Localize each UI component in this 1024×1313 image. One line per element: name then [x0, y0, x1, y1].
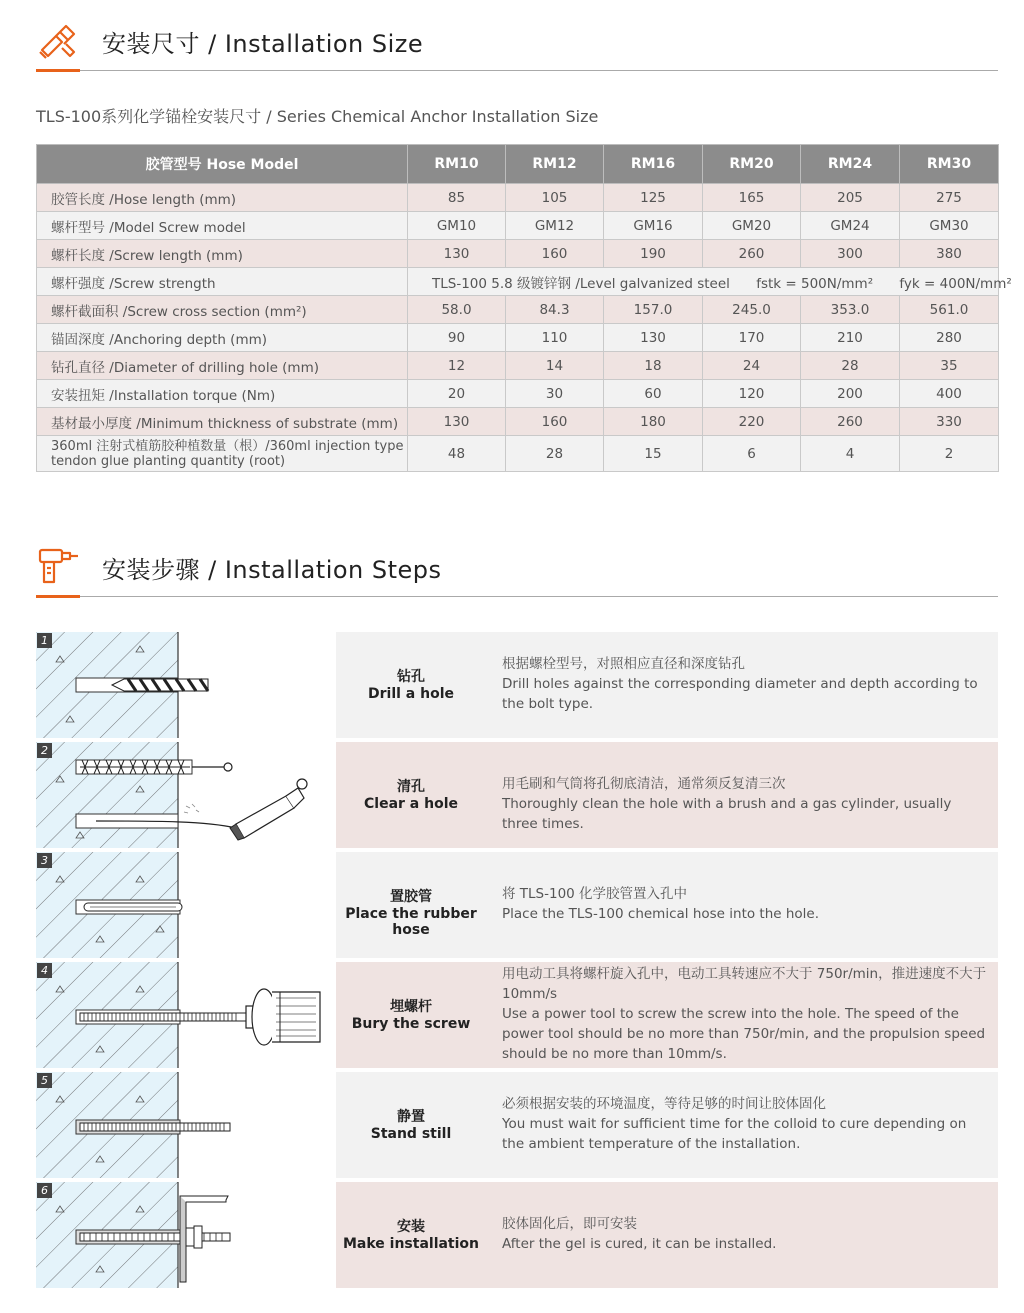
- step-desc-cn: 胶体固化后，即可安装: [502, 1216, 637, 1232]
- table-cell: 275: [900, 184, 999, 212]
- installation-illustration: [36, 1182, 336, 1288]
- step-illustration: [36, 1072, 336, 1178]
- step-title-cn: 置胶管: [390, 889, 432, 905]
- table-cell: 190: [604, 240, 703, 268]
- section-divider-accent: [36, 595, 80, 598]
- step-desc-en: Drill holes against the corresponding diameter and depth according to the bolt type.: [502, 676, 978, 712]
- row-label: 螺杆强度 /Screw strength: [37, 268, 408, 296]
- table-cell: 15: [604, 436, 703, 472]
- step-description: [502, 654, 988, 714]
- table-cell: 200: [801, 380, 900, 408]
- installation-size-header: [36, 20, 998, 60]
- step-bury-screw: [36, 962, 998, 1068]
- step-description: [502, 1214, 988, 1254]
- table-cell: 160: [506, 240, 604, 268]
- drill-icon: [36, 546, 80, 586]
- table-cell: GM20: [703, 212, 801, 240]
- step-desc-cn: 用毛刷和气筒将孔彻底清洁，通常须反复清三次: [502, 776, 786, 792]
- table-cell: 105: [506, 184, 604, 212]
- step-make-installation: [36, 1182, 998, 1288]
- step-title-en: Bury the screw: [351, 1016, 471, 1032]
- step-desc-en: Thoroughly clean the hole with a brush and a gas cylinder, usually three times.: [502, 796, 952, 832]
- table-row: [37, 380, 999, 408]
- spec-table: [36, 144, 1012, 472]
- step-panel: [336, 742, 998, 848]
- table-row: [37, 268, 999, 296]
- row-label: 胶管长度 /Hose length (mm): [37, 184, 408, 212]
- step-panel: [336, 632, 998, 738]
- step-panel: [336, 1182, 998, 1288]
- table-subtitle: TLS-100系列化学锚栓安装尺寸 / Series Chemical Anchor Installation Size: [36, 107, 599, 126]
- step-illustration: [36, 742, 336, 848]
- step-description: [502, 884, 988, 924]
- step-title-en: Stand still: [370, 1126, 452, 1142]
- drill-illustration: [36, 632, 336, 738]
- strength-cell: [408, 268, 1012, 296]
- table-cell: 220: [703, 408, 801, 436]
- step-desc-cn: 将 TLS-100 化学胶管置入孔中: [502, 886, 688, 902]
- table-cell: 2: [900, 436, 999, 472]
- step-number-badge: 4: [37, 963, 52, 978]
- section-divider-accent: [36, 69, 80, 72]
- section-divider: [36, 596, 998, 597]
- table-cell: 85: [408, 184, 506, 212]
- step-desc-cn: 用电动工具将螺杆旋入孔中，电动工具转速应不大于 750r/min，推进速度不大于 10mm/s: [502, 966, 987, 1002]
- step-desc-en: You must wait for sufficient time for the colloid to cure depending on the ambient temperature of the installation.: [502, 1116, 967, 1152]
- step-drill: [36, 632, 998, 738]
- column-header: RM12: [506, 145, 604, 184]
- table-cell: 330: [900, 408, 999, 436]
- section-title: 安装尺寸 / Installation Size: [102, 30, 424, 58]
- table-cell: 380: [900, 240, 999, 268]
- step-title-en: Clear a hole: [364, 796, 458, 812]
- table-cell: 60: [604, 380, 703, 408]
- table-row: [37, 436, 999, 472]
- strength-fyk: fyk = 400N/mm²: [899, 275, 1012, 292]
- step-illustration: [36, 632, 336, 738]
- table-cell: 28: [801, 352, 900, 380]
- clean-illustration: [36, 742, 336, 848]
- step-description: [502, 964, 988, 1064]
- step-illustration: [36, 962, 336, 1068]
- row-label: 基材最小厚度 /Minimum thickness of substrate (mm): [37, 408, 408, 436]
- row-label: 安装扭矩 /Installation torque (Nm): [37, 380, 408, 408]
- table-cell: 205: [801, 184, 900, 212]
- table-cell: 18: [604, 352, 703, 380]
- table-cell: 28: [506, 436, 604, 472]
- row-label: 螺杆截面积 /Screw cross section (mm²): [37, 296, 408, 324]
- table-cell: 6: [703, 436, 801, 472]
- table-cell: 4: [801, 436, 900, 472]
- table-cell: 125: [604, 184, 703, 212]
- strength-grade: TLS-100 5.8 级镀锌钢 /Level galvanized steel: [432, 275, 730, 292]
- table-cell: 130: [604, 324, 703, 352]
- screw-illustration: [36, 962, 336, 1068]
- table-cell: 245.0: [703, 296, 801, 324]
- table-cell: 20: [408, 380, 506, 408]
- column-header: RM20: [703, 145, 801, 184]
- step-description: [502, 1094, 988, 1154]
- step-number-badge: 5: [37, 1073, 52, 1088]
- table-row: [37, 352, 999, 380]
- step-title-en: Drill a hole: [368, 686, 454, 702]
- row-label: 360ml 注射式植筋胶种植数量（根）/360ml injection type tendon glue planting quantity (root): [37, 436, 408, 472]
- table-cell: 110: [506, 324, 604, 352]
- column-header: RM24: [801, 145, 900, 184]
- hose-illustration: [36, 852, 336, 958]
- table-cell: 35: [900, 352, 999, 380]
- table-row: [37, 240, 999, 268]
- step-panel: [336, 852, 998, 958]
- table-cell: 561.0: [900, 296, 999, 324]
- step-stand-still: [36, 1072, 998, 1178]
- table-cell: 353.0: [801, 296, 900, 324]
- table-cell: 280: [900, 324, 999, 352]
- installation-steps-header: [36, 546, 998, 586]
- table-row: [37, 212, 999, 240]
- table-cell: 24: [703, 352, 801, 380]
- step-desc-en: After the gel is cured, it can be installed.: [502, 1236, 777, 1252]
- step-desc-cn: 必须根据安装的环境温度，等待足够的时间让胶体固化: [502, 1096, 826, 1112]
- row-label: 螺杆型号 /Model Screw model: [37, 212, 408, 240]
- step-number-badge: 1: [37, 633, 52, 648]
- table-cell: 300: [801, 240, 900, 268]
- table-cell: 260: [703, 240, 801, 268]
- table-cell: 90: [408, 324, 506, 352]
- curing-illustration: [36, 1072, 336, 1178]
- row-label: 钻孔直径 /Diameter of drilling hole (mm): [37, 352, 408, 380]
- table-row: [37, 408, 999, 436]
- column-header: RM30: [900, 145, 999, 184]
- step-number-badge: 2: [37, 743, 52, 758]
- table-cell: GM24: [801, 212, 900, 240]
- table-cell: 260: [801, 408, 900, 436]
- step-illustration: [36, 1182, 336, 1288]
- table-cell: 210: [801, 324, 900, 352]
- table-cell: 84.3: [506, 296, 604, 324]
- table-cell: GM16: [604, 212, 703, 240]
- table-cell: 160: [506, 408, 604, 436]
- table-cell: 30: [506, 380, 604, 408]
- step-number-badge: 3: [37, 853, 52, 868]
- row-label: 锚固深度 /Anchoring depth (mm): [37, 324, 408, 352]
- strength-fstk: fstk = 500N/mm²: [756, 275, 874, 292]
- section-title: 安装步骤 / Installation Steps: [102, 556, 442, 584]
- step-title-cn: 安装: [397, 1219, 425, 1235]
- table-cell: 170: [703, 324, 801, 352]
- row-label: 螺杆长度 /Screw length (mm): [37, 240, 408, 268]
- step-title-cn: 静置: [397, 1109, 425, 1125]
- column-header: RM16: [604, 145, 703, 184]
- step-title-cn: 埋螺杆: [390, 999, 432, 1015]
- table-cell: GM10: [408, 212, 506, 240]
- step-title-cn: 清孔: [397, 779, 425, 795]
- table-cell: 130: [408, 408, 506, 436]
- caliper-icon: [36, 20, 80, 60]
- table-cell: 12: [408, 352, 506, 380]
- step-number-badge: 6: [37, 1183, 52, 1198]
- table-cell: 14: [506, 352, 604, 380]
- step-title-en: Make installation: [342, 1236, 480, 1252]
- step-desc-cn: 根据螺栓型号，对照相应直径和深度钻孔: [502, 656, 745, 672]
- table-cell: 48: [408, 436, 506, 472]
- step-desc-en: Place the TLS-100 chemical hose into the hole.: [502, 906, 820, 922]
- step-panel: [336, 962, 998, 1068]
- step-illustration: [36, 852, 336, 958]
- table-row: [37, 296, 999, 324]
- table-cell: 157.0: [604, 296, 703, 324]
- table-row: [37, 184, 999, 212]
- table-cell: GM12: [506, 212, 604, 240]
- column-header: 胶管型号 Hose Model: [37, 145, 408, 184]
- table-cell: 130: [408, 240, 506, 268]
- section-divider: [36, 70, 998, 71]
- table-cell: 400: [900, 380, 999, 408]
- table-cell: 180: [604, 408, 703, 436]
- step-panel: [336, 1072, 998, 1178]
- table-cell: 165: [703, 184, 801, 212]
- step-desc-en: Use a power tool to screw the screw into the hole. The speed of the power tool should be no more than 750r/min, and the propulsion speed should be no more than 10mm/s.: [502, 1006, 986, 1062]
- table-cell: 58.0: [408, 296, 506, 324]
- step-place-hose: [36, 852, 998, 958]
- table-cell: GM30: [900, 212, 999, 240]
- table-cell: 120: [703, 380, 801, 408]
- step-title-en: Place the rubber hose: [345, 906, 477, 938]
- step-title-cn: 钻孔: [397, 669, 425, 685]
- step-clear: [36, 742, 998, 848]
- column-header: RM10: [408, 145, 506, 184]
- table-header-row: [37, 145, 999, 184]
- step-description: [502, 774, 988, 834]
- table-row: [37, 324, 999, 352]
